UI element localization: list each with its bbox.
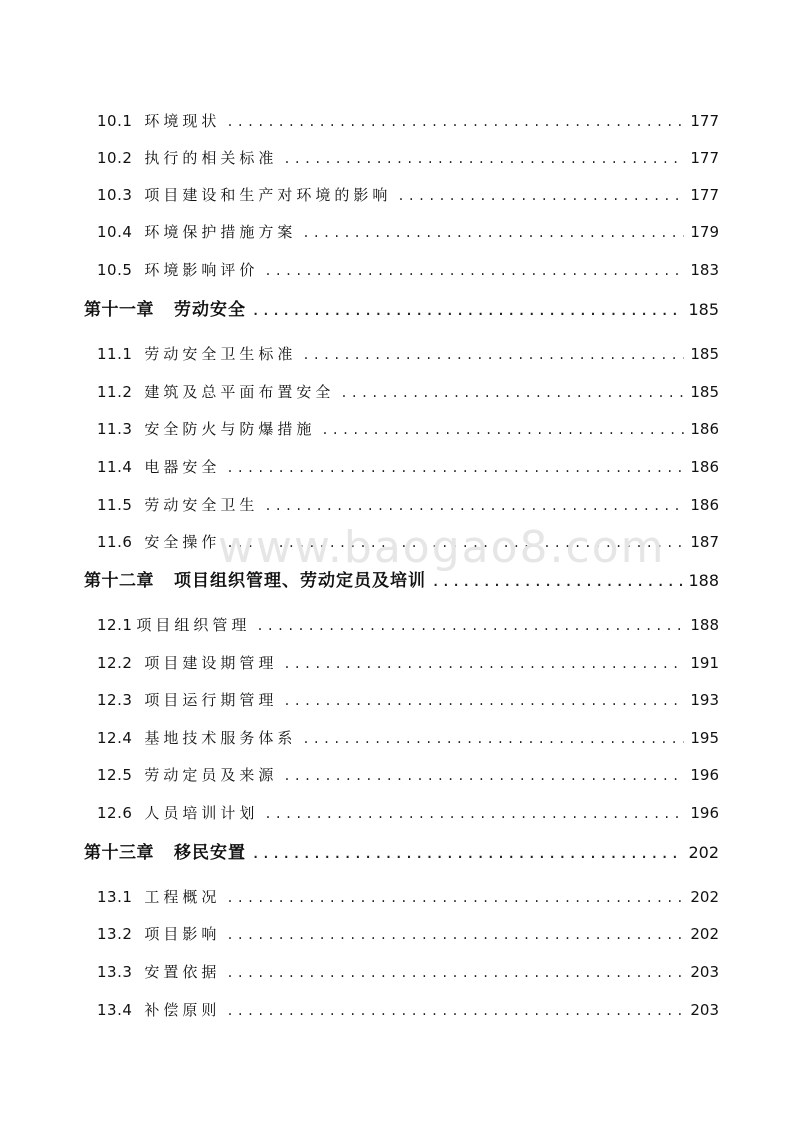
dot-leader [302,732,684,746]
entry-number: 13.4 [97,1001,133,1019]
entry-page: 177 [690,112,719,130]
entry-page: 196 [690,766,719,784]
entry-number: 12.4 [97,729,133,747]
toc-entry-12-6[interactable] [97,802,719,823]
entry-title: 项目建设和生产对环境的影响 [144,186,392,204]
entry-page: 203 [690,963,719,981]
entry-title: 安全操作 [144,533,221,551]
entry-title: 环境现状 [144,112,221,130]
entry-page: 193 [690,691,719,709]
dot-leader [256,619,684,633]
chapter-title: 项目组织管理、劳动定员及培训 [174,571,426,591]
dot-leader [264,264,684,278]
toc-entry-11-4[interactable] [97,456,719,477]
toc-entry-10-2[interactable] [97,147,719,168]
dot-leader [226,115,684,129]
entry-page: 202 [690,888,719,906]
entry-title: 执行的相关标准 [144,149,278,167]
chapter-number: 第十二章 [84,571,154,591]
entry-number: 11.3 [97,420,133,438]
entry-number: 10.2 [97,149,133,167]
dot-leader [226,891,684,905]
toc-entry-12-2[interactable] [97,652,719,673]
entry-number: 12.2 [97,654,133,672]
entry-number: 11.6 [97,533,133,551]
dot-leader [252,847,682,861]
toc-entry-10-5[interactable] [97,259,719,280]
entry-number: 10.5 [97,261,133,279]
entry-title: 项目影响 [144,925,221,943]
chapter-number: 第十三章 [84,843,154,863]
entry-title: 补偿原则 [144,1001,221,1019]
toc-chapter-12[interactable] [84,566,719,591]
entry-number: 10.4 [97,223,133,241]
entry-page: 186 [690,420,719,438]
toc-entry-10-1[interactable] [97,110,719,131]
entry-page: 179 [690,223,719,241]
entry-page: 177 [690,186,719,204]
dot-leader [321,423,684,437]
toc-chapter-11[interactable] [84,295,719,320]
dot-leader [226,928,684,942]
toc-entry-12-4[interactable] [97,727,719,748]
entry-title: 电器安全 [144,458,221,476]
dot-leader [302,226,684,240]
entry-page: 186 [690,458,719,476]
toc-entry-11-1[interactable] [97,343,719,364]
entry-page: 202 [690,925,719,943]
entry-page: 187 [690,533,719,551]
toc-entry-12-3[interactable] [97,689,719,710]
toc-entry-10-3[interactable] [97,184,719,205]
entry-page: 183 [690,261,719,279]
dot-leader [226,1004,684,1018]
entry-title: 环境影响评价 [144,261,259,279]
entry-page: 191 [690,654,719,672]
entry-page: 185 [690,345,719,363]
entry-title: 项目建设期管理 [144,654,278,672]
entry-page: 186 [690,496,719,514]
entry-number: 12.6 [97,804,133,822]
entry-number: 12.1 [97,616,133,634]
toc-entry-12-5[interactable] [97,764,719,785]
dot-leader [252,304,682,318]
entry-number: 11.5 [97,496,133,514]
dot-leader [283,152,684,166]
watermark-text: www.baogao8.com [218,522,666,573]
entry-number: 13.2 [97,925,133,943]
entry-title: 工程概况 [144,888,221,906]
toc-entry-13-2[interactable] [97,923,719,944]
dot-leader [264,499,684,513]
toc-entry-12-1[interactable] [97,614,719,635]
chapter-page: 202 [688,843,719,862]
entry-number: 12.5 [97,766,133,784]
dot-leader [226,966,684,980]
entry-number: 12.3 [97,691,133,709]
entry-title: 劳动安全卫生 [144,496,259,514]
entry-title: 基地技术服务体系 [144,729,297,747]
chapter-title: 劳动安全 [174,300,246,320]
entry-page: 177 [690,149,719,167]
chapter-page: 188 [688,571,719,590]
entry-page: 203 [690,1001,719,1019]
dot-leader [226,461,684,475]
entry-page: 188 [690,616,719,634]
entry-title: 环境保护措施方案 [144,223,297,241]
toc-entry-11-6[interactable] [97,531,719,552]
entry-number: 11.2 [97,383,133,401]
entry-page: 185 [690,383,719,401]
toc-entry-11-2[interactable] [97,381,719,402]
toc-entry-11-3[interactable] [97,418,719,439]
entry-number: 11.1 [97,345,133,363]
dot-leader [226,536,684,550]
toc-entry-10-4[interactable] [97,221,719,242]
entry-page: 195 [690,729,719,747]
chapter-number: 第十一章 [84,300,154,320]
toc-entry-13-3[interactable] [97,961,719,982]
dot-leader [432,575,682,589]
entry-title: 项目运行期管理 [144,691,278,709]
entry-page: 196 [690,804,719,822]
dot-leader [283,769,684,783]
toc-entry-11-5[interactable] [97,494,719,515]
dot-leader [264,807,684,821]
dot-leader [340,386,684,400]
toc-chapter-13[interactable] [84,838,719,863]
toc-entry-13-1[interactable] [97,886,719,907]
entry-title: 安全防火与防爆措施 [144,420,316,438]
dot-leader [283,694,684,708]
dot-leader [397,189,684,203]
entry-title: 安置依据 [144,963,221,981]
entry-title: 劳动安全卫生标准 [144,345,297,363]
entry-number: 13.3 [97,963,133,981]
entry-title: 项目组织管理 [136,616,251,634]
chapter-title: 移民安置 [174,843,246,863]
entry-number: 10.3 [97,186,133,204]
dot-leader [283,657,684,671]
entry-title: 人员培训计划 [144,804,259,822]
entry-number: 10.1 [97,112,133,130]
entry-title: 劳动定员及来源 [144,766,278,784]
entry-number: 13.1 [97,888,133,906]
toc-entry-13-4[interactable] [97,999,719,1020]
entry-number: 11.4 [97,458,133,476]
entry-title: 建筑及总平面布置安全 [144,383,335,401]
chapter-page: 185 [688,300,719,319]
dot-leader [302,348,684,362]
